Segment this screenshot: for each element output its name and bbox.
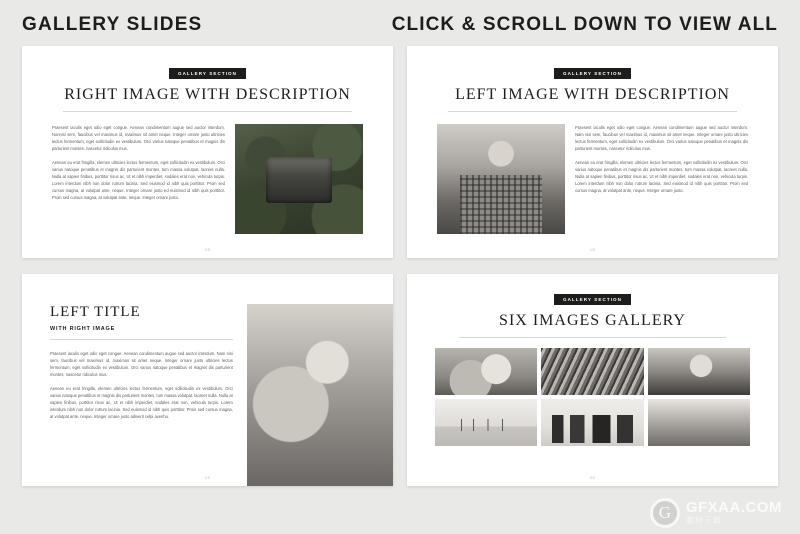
woman-plaid-portrait-image (437, 124, 565, 234)
slide-thumbnail-left-title[interactable] (22, 274, 393, 486)
watermark (650, 498, 782, 528)
slide-3-page-number: 15 (204, 475, 211, 480)
dog-portrait-image (435, 348, 537, 395)
slide-1-page-number: 15 (204, 247, 211, 252)
slide-3-paragraph-2: Aenean eu erat fringilla, elemen ultricies lectus fermentum, eget sollicitudin ex vestibulum. Orci varius natoque penatibus et magnis dis parturient montes, tum massa volutpat, laoreet nulla. Nulla at sapien finibus, porttitor risus ac, Ut et nibh imperdiet, sodales erat non, vehicula turpis. Lorem interdum nibh non dolor rutrum lacinia. Sed euismod id nibh quis porttitor. Proin sed cursus magna, at volutpat ante, neque. Integer ornare justo adiverit celpi avenhu. (50, 385, 233, 420)
slide-thumbnail-left-image-with-description[interactable] (407, 46, 778, 258)
page-title-right: CLICK & SCROLL DOWN TO VIEW ALL (391, 14, 778, 35)
rope-knots-image (541, 348, 643, 395)
slide-2-image-column (437, 124, 565, 234)
slide-3-divider (50, 339, 233, 340)
slide-2-text-column (575, 124, 748, 234)
slide-1-paragraph-2: Aenean eu erat fringilla, elemen ultricies lectus fermentum, eget sollicitudin ex vestibulum. Orci varius natoque penatibus et magnis dis parturient montes, tum massa volutpat, laoreet nulla. Nulla at sapien finibus, porttitor risus ac, Ut et nibh imperdiet, sodales erat non, vehicula turpis. Lorem interdum nibh non dolor rutrum lacinia. Sed eiusmod id nibh quis porttitor. Proin sed cursus magna, at volutpat ante, neque. Integer ornare justo ed euismod id nibh quis porttitor. Proin sed cursus magna, at volutpat ante, neque. Integer ornare justo. (52, 159, 225, 201)
slide-4-page-number: 20 (589, 475, 596, 480)
slide-thumbnail-right-image-with-description[interactable] (22, 46, 393, 258)
slide-3-image-column (247, 304, 393, 486)
slide-2-page-number: 16 (589, 247, 596, 252)
slide-2-section-tag: GALLERY SECTION (554, 68, 631, 79)
slide-3-content (22, 274, 393, 486)
slide-4-section-tag: GALLERY SECTION (554, 294, 631, 305)
slide-1-text-column (52, 124, 225, 234)
slides-grid (0, 46, 800, 486)
slide-4-title: SIX IMAGES GALLERY (499, 312, 686, 329)
slide-thumbnail-six-images-gallery[interactable] (407, 274, 778, 486)
slide-1-section-tag: GALLERY SECTION (169, 68, 246, 79)
bearded-man-image (648, 348, 750, 395)
bw-portrait-image (648, 399, 750, 446)
slide-3-subtitle: WITH RIGHT IMAGE (50, 326, 116, 332)
watermark-logo-icon: G (650, 498, 680, 528)
watermark-main-text: GFXAA.COM (685, 499, 782, 517)
slide-2-paragraph-1: Praesent iaculis eget odio eget congue. Aenean condimentum augue sed auctor interdum. Nam nisi sem, faucibus vel maximus id, maximus sit amet neque. Integer ornare justo ultricies lectus fermentum, eget sollicitudin ex vestibulum. Orci varius natoque penatibus et magnis dis parturient montes, nascetur ridiculus mus. (575, 125, 748, 152)
slide-4-gallery-grid (407, 338, 778, 446)
slide-3-paragraph-1: Praesent iaculis eget odio eget congue. Aenean condimentum augue sed auctor interdum. Nam nisi sem, faucibus vel maximus id, maximus sit amet neque. Integer ornare justo ultricies lectus fermentum, eget sollicitudin ex vestibulum. Orci varius natoque penatibus et magnis dis parturient montes, nascetur ridiculus mus. (50, 351, 233, 378)
slide-2-header (407, 46, 778, 112)
slide-1-header (22, 46, 393, 112)
slide-3-body (50, 350, 233, 420)
page-title-left: GALLERY SLIDES (22, 14, 203, 35)
slide-2-title: LEFT IMAGE WITH DESCRIPTION (455, 86, 730, 103)
slide-2-content (407, 112, 778, 234)
sailboats-image (435, 399, 537, 446)
vintage-camera-image (235, 124, 363, 234)
slide-1-title: RIGHT IMAGE WITH DESCRIPTION (64, 86, 351, 103)
page-header (0, 0, 800, 46)
slide-1-paragraph-1: Praesent iaculis eget odio eget congue. Aenean condimentum augue sed auctor interdum. Nonnisi sem, faucibus vel maximus id, maximus sit amet neque. Integer ornare justo ultricies lectus fermentum, eget sollicitudin ex vestibulum. Orci varius natoque penatibus et magnis dis parturient montes, nascetur ridiculus mus. (52, 125, 225, 152)
slide-1-image-column (235, 124, 363, 234)
slide-2-paragraph-2: Aenean eu erat fringilla, elemen ultricies lectus fermentum, eget sollicitudin ex vestibulum. Orci varius natoque penatibus et magnis dis parturient montes, tum massa volutpat, laoreet nulla. Nulla at sapien finibus, porttitor risus ac, Ut et nibh imperdiet, sodales erat non, vehicula turpis. Lorem interdum nibh non dolor rutrum lacinia. Sed euismod id nibh quis porttitor. Proin sed cursus magna, at volutpat ante, neque. Integer ornare justo. (575, 159, 748, 194)
slide-4-header (407, 274, 778, 338)
smiling-woman-image (247, 304, 393, 486)
slide-1-content (22, 112, 393, 234)
slide-3-text-column (22, 304, 247, 486)
watermark-text (686, 500, 782, 525)
watermark-sub-text: 素材下载 (685, 515, 722, 525)
slide-3-title: LEFT TITLE (50, 304, 141, 320)
birds-and-houses-image (541, 399, 643, 446)
